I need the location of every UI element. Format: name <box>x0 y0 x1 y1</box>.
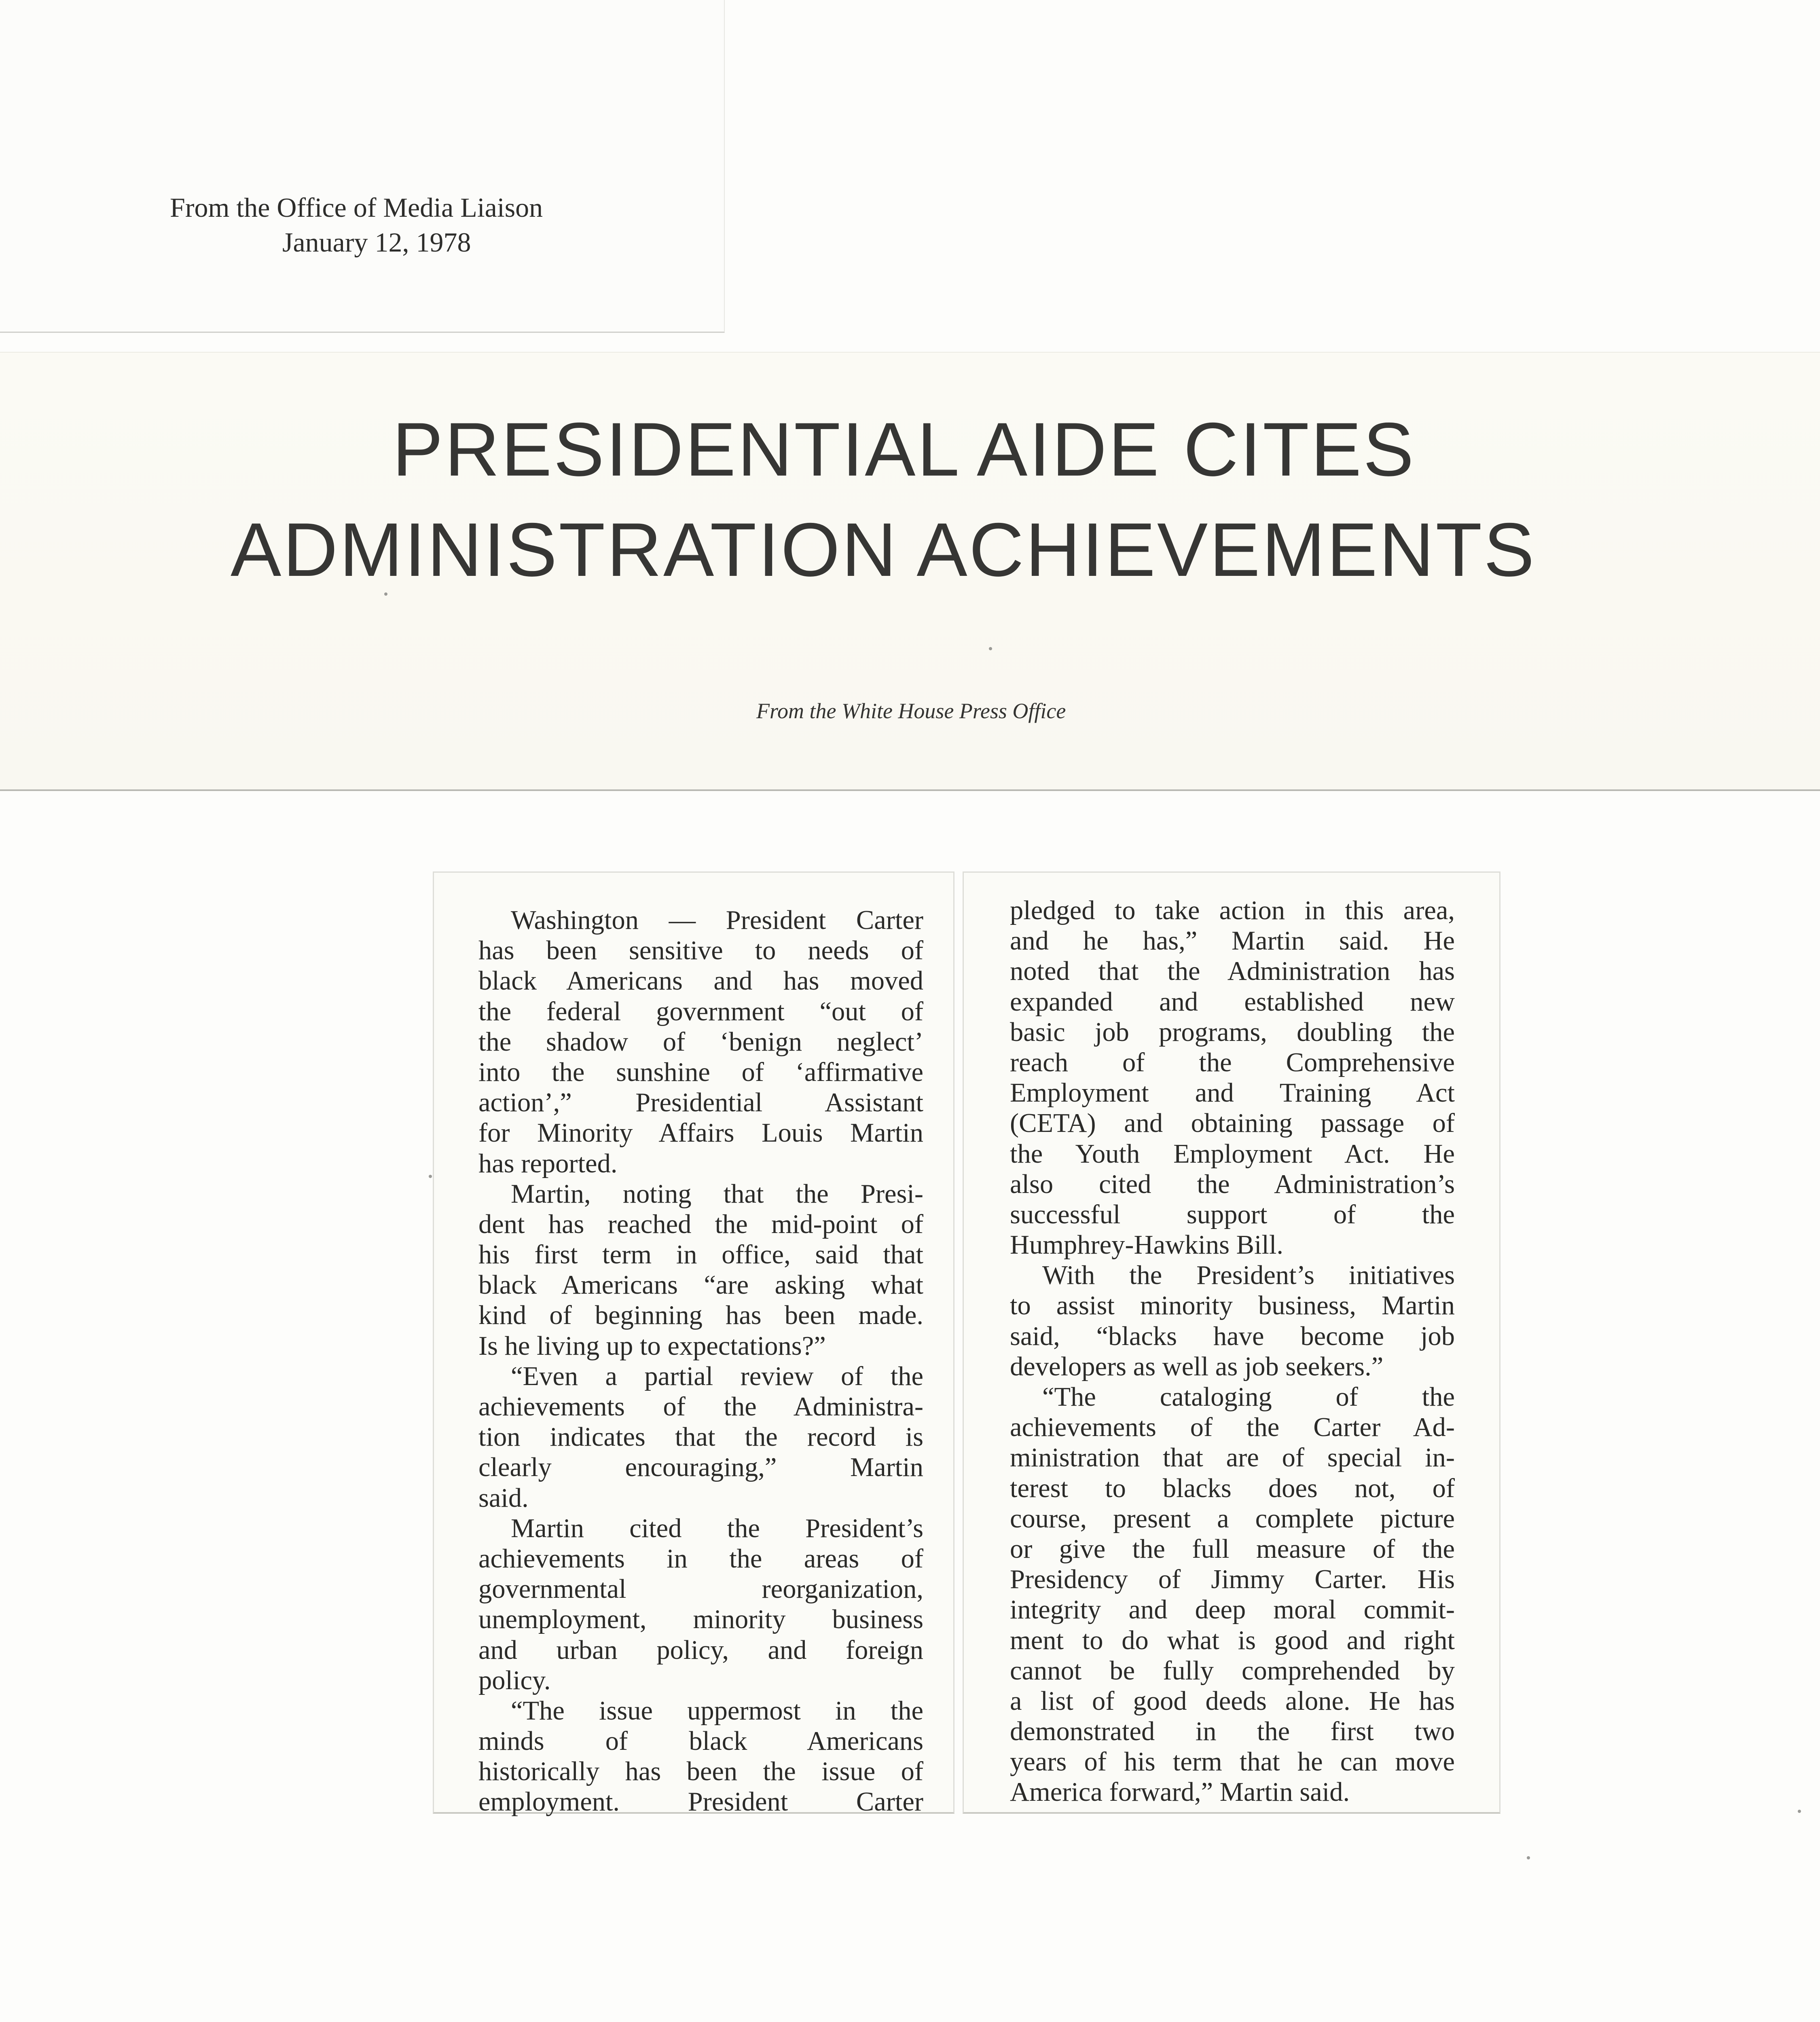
article-line: has reported. <box>478 1148 618 1178</box>
article-line: to assist minority business, Martin <box>1010 1291 1455 1321</box>
headline-line-2: ADMINISTRATION ACHIEVEMENTS <box>231 507 1536 592</box>
liaison-date: January 12, 1978 <box>282 227 471 258</box>
article-line: America forward,” Martin said. <box>1010 1777 1350 1807</box>
article-line: cannot be fully comprehended by <box>1010 1656 1455 1686</box>
article-line: course, present a complete picture <box>1010 1504 1455 1533</box>
left-column-text <box>478 905 923 1817</box>
liaison-office: From the Office of Media Liaison <box>170 192 543 223</box>
article-column-left <box>433 871 954 1817</box>
article-line: the shadow of ‘benign neglect’ <box>478 1027 923 1057</box>
article-line: achievements of the Administra- <box>478 1392 923 1421</box>
article-line: terest to blacks does not, of <box>1010 1473 1455 1503</box>
article-line: achievements of the Carter Ad- <box>1010 1413 1455 1442</box>
article-line: and urban policy, and foreign <box>478 1635 923 1665</box>
article-line: into the sunshine of ‘affirmative <box>478 1057 923 1087</box>
article-line: Is he living up to expectations?” <box>478 1331 826 1361</box>
article-line: developers as well as job seekers.” <box>1010 1352 1384 1381</box>
article-line: action’,” Presidential Assistant <box>478 1088 923 1118</box>
article-line: years of his term that he can move <box>1010 1747 1455 1777</box>
article-line: reach of the Comprehensive <box>1010 1047 1455 1077</box>
article-line: (CETA) and obtaining passage of <box>1010 1108 1455 1138</box>
article-line: minds of black Americans <box>478 1726 923 1756</box>
article-line: noted that the Administration has <box>1010 956 1455 986</box>
article-line: unemployment, minority business <box>478 1605 923 1635</box>
article-line: Humphrey-Hawkins Bill. <box>1010 1230 1284 1260</box>
article-line: demonstrated in the first two <box>1010 1717 1455 1747</box>
liaison-header <box>170 190 696 260</box>
article-line: for Minority Affairs Louis Martin <box>478 1118 923 1148</box>
scan-speck <box>1527 1856 1530 1859</box>
article-line: his first term in office, said that <box>478 1240 923 1270</box>
article-line: expanded and established new <box>1010 987 1455 1017</box>
article-line: integrity and deep moral commit- <box>1010 1595 1455 1625</box>
article-line: the Youth Employment Act. He <box>1010 1139 1455 1169</box>
article-line: ment to do what is good and right <box>1010 1625 1455 1655</box>
article-line: tion indicates that the record is <box>478 1422 923 1452</box>
article-line: Washington — President Carter <box>511 905 923 935</box>
headline-slip <box>0 352 1820 791</box>
article-line: also cited the Administration’s <box>1010 1169 1455 1199</box>
article-line: Martin cited the President’s <box>511 1513 923 1543</box>
article-line: successful support of the <box>1010 1199 1455 1229</box>
article-line: Presidency of Jimmy Carter. His <box>1010 1565 1455 1595</box>
article-line: Martin, noting that the Presi- <box>511 1179 923 1209</box>
headline <box>0 399 1820 600</box>
article-line: policy. <box>478 1665 551 1695</box>
article-line: dent has reached the mid-point of <box>478 1209 923 1239</box>
article-line: the federal government “out of <box>478 996 923 1026</box>
article-line: clearly encouraging,” Martin <box>478 1453 923 1483</box>
article-line: said. <box>478 1483 529 1513</box>
media-liaison-slip <box>0 0 725 333</box>
article-line: pledged to take action in this area, <box>1010 896 1455 925</box>
article-column-right <box>963 871 1500 1814</box>
article-line: Employment and Training Act <box>1010 1078 1455 1108</box>
scan-speck <box>1798 1810 1801 1813</box>
article-line: a list of good deeds alone. He has <box>1010 1686 1455 1716</box>
article-line: ministration that are of special in- <box>1010 1443 1455 1473</box>
scan-speck <box>429 1175 432 1178</box>
scan-speck <box>989 647 992 650</box>
article-line: or give the full measure of the <box>1010 1534 1455 1564</box>
article-line: said, “blacks have become job <box>1010 1321 1455 1351</box>
article-line: and he has,” Martin said. He <box>1010 926 1455 956</box>
article-line: basic job programs, doubling the <box>1010 1017 1455 1047</box>
right-column-text <box>1010 895 1455 1808</box>
article-line: With the President’s initiatives <box>1042 1261 1455 1290</box>
article-line: “The issue uppermost in the <box>511 1696 923 1726</box>
article-line: historically has been the issue of <box>478 1757 923 1787</box>
scan-speck <box>384 592 387 596</box>
article-line: black Americans “are asking what <box>478 1270 923 1300</box>
article-clipping <box>433 871 1505 1817</box>
article-line: employment. President Carter <box>478 1787 923 1817</box>
article-line: “Even a partial review of the <box>511 1361 923 1391</box>
byline: From the White House Press Office <box>756 699 1066 723</box>
article-line: achievements in the areas of <box>478 1544 923 1574</box>
article-line: has been sensitive to needs of <box>478 936 923 966</box>
headline-line-1: PRESIDENTIAL AIDE CITES <box>392 407 1416 492</box>
article-line: black Americans and has moved <box>478 966 923 996</box>
article-line: “The cataloging of the <box>1042 1382 1455 1412</box>
article-line: governmental reorganization, <box>478 1574 923 1604</box>
article-line: kind of beginning has been made. <box>478 1301 923 1330</box>
